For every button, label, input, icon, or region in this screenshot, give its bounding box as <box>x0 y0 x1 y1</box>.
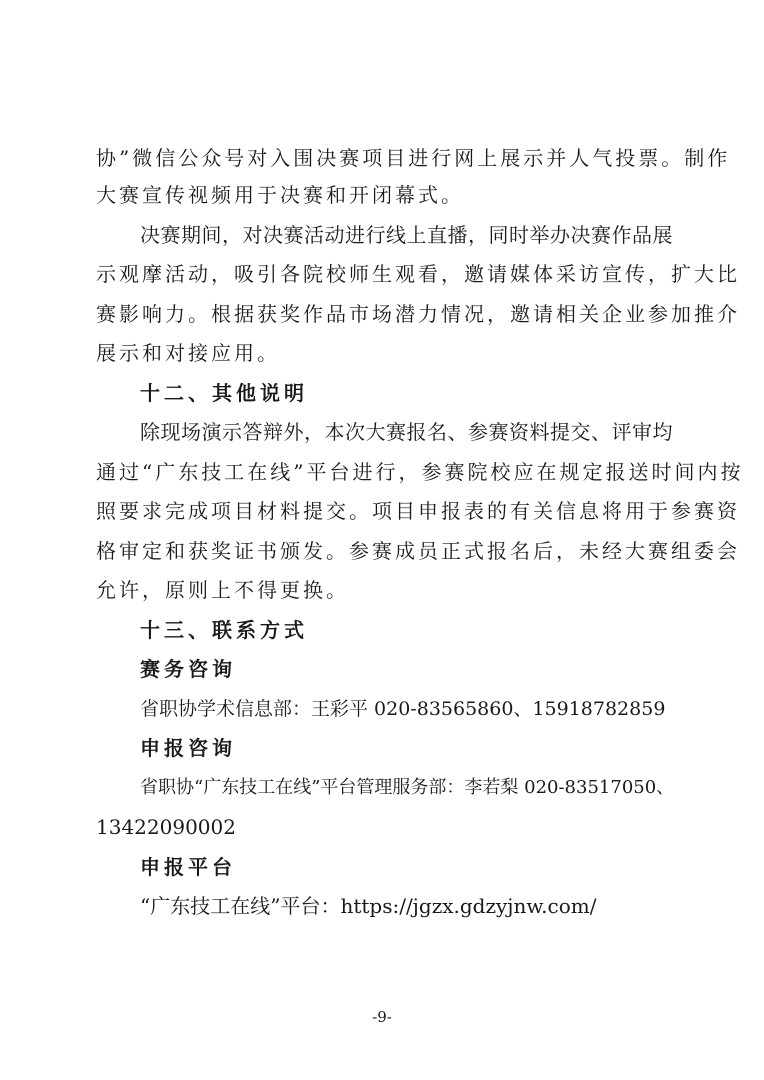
paragraph-line: 照要求完成项目材料提交。项目申报表的有关信息将用于参赛资 <box>96 499 740 523</box>
section-heading: 十三、联系方式 <box>140 618 308 642</box>
paragraph-line: 协”微信公众号对入围决赛项目进行网上展示并人气投票。制作 <box>96 146 731 170</box>
paragraph-line: 大赛宣传视频用于决赛和开闭幕式。 <box>96 183 464 207</box>
paragraph-line: 赛影响力。根据获奖作品市场潜力情况，邀请相关企业参加推介 <box>96 302 740 326</box>
contact-line: 13422090002 <box>96 815 236 839</box>
subheading: 申报平台 <box>140 855 236 879</box>
contact-line: 省职协“广东技工在线”平台管理服务部：李若梨 020-83517050、 <box>140 777 675 798</box>
paragraph-line: 展示和对接应用。 <box>96 341 280 365</box>
subheading: 申报咨询 <box>140 736 236 760</box>
platform-url-line: “广东技工在线”平台：https://jgzx.gdzyjnw.com/ <box>140 894 597 918</box>
paragraph-line: 允许，原则上不得更换。 <box>96 578 349 602</box>
section-heading: 十二、其他说明 <box>140 381 308 405</box>
paragraph-line: 除现场演示答辩外，本次大赛报名、参赛资料提交、评审均 <box>140 420 673 444</box>
paragraph-line: 决赛期间，对决赛活动进行线上直播，同时举办决赛作品展 <box>140 223 673 247</box>
paragraph-line: 示观摩活动，吸引各院校师生观看，邀请媒体采访宣传，扩大比 <box>96 262 740 286</box>
subheading: 赛务咨询 <box>140 657 236 681</box>
page-number: -9- <box>372 1008 392 1026</box>
paragraph-line: 格审定和获奖证书颁发。参赛成员正式报名后，未经大赛组委会 <box>96 539 740 563</box>
contact-line: 省职协学术信息部：王彩平 020-83565860、15918782859 <box>140 698 666 720</box>
paragraph-line: 通过“广东技工在线”平台进行，参赛院校应在规定报送时间内按 <box>96 460 744 484</box>
